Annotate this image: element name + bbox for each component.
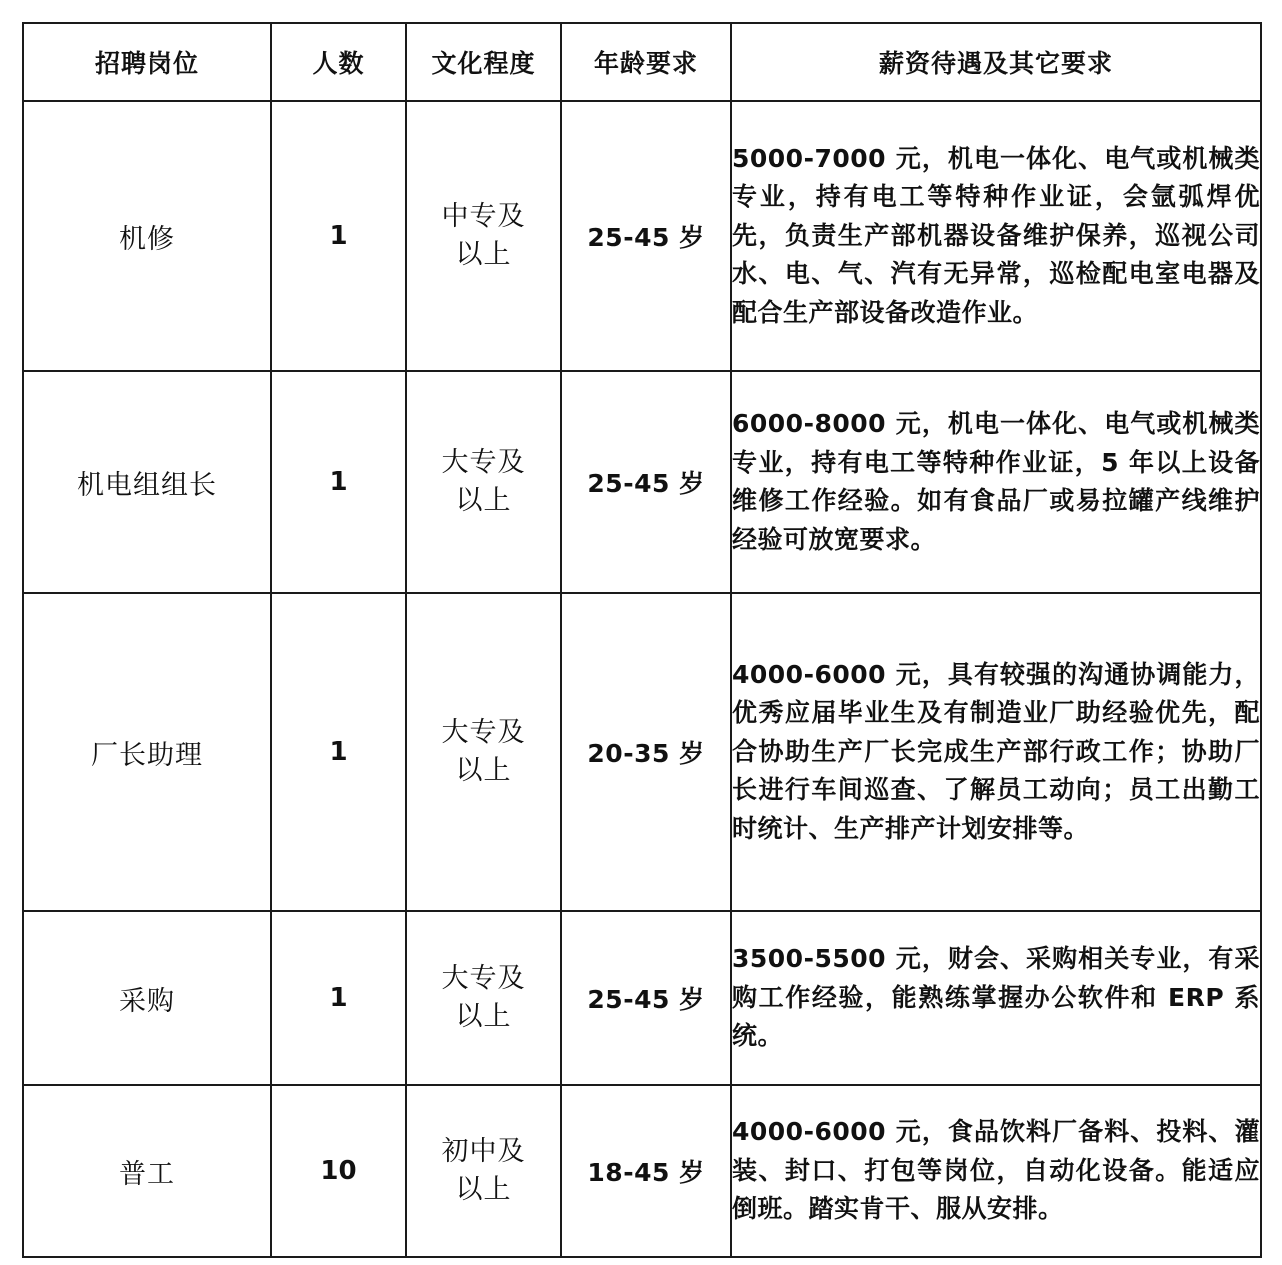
column-header-position: 招聘岗位 bbox=[23, 23, 271, 101]
education-line-2: 以上 bbox=[455, 1174, 512, 1205]
table-row bbox=[23, 1085, 1261, 1257]
education-line-2: 以上 bbox=[455, 1001, 512, 1032]
cell-age: 18-45 岁 bbox=[561, 1085, 731, 1257]
cell-position: 机修 bbox=[23, 101, 271, 371]
cell-position: 厂长助理 bbox=[23, 593, 271, 911]
education-line-1: 大专及 bbox=[441, 446, 526, 478]
table-row bbox=[23, 371, 1261, 593]
column-header-age: 年龄要求 bbox=[561, 23, 731, 101]
column-header-count: 人数 bbox=[271, 23, 406, 101]
cell-education bbox=[406, 101, 561, 371]
cell-salary-requirements: 6000-8000 元，机电一体化、电气或机械类专业，持有电工等特种作业证，5 年以上设备维修工作经验。如有食品厂或易拉罐产线维护经验可放宽要求。 bbox=[731, 371, 1261, 593]
table-row bbox=[23, 593, 1261, 911]
cell-position: 普工 bbox=[23, 1085, 271, 1257]
education-line-2: 以上 bbox=[455, 755, 512, 786]
cell-education bbox=[406, 911, 561, 1085]
cell-age: 25-45 岁 bbox=[561, 371, 731, 593]
cell-salary-requirements: 4000-6000 元，食品饮料厂备料、投料、灌装、封口、打包等岗位，自动化设备。能适应倒班。踏实肯干、服从安排。 bbox=[731, 1085, 1261, 1257]
cell-age: 20-35 岁 bbox=[561, 593, 731, 911]
cell-salary-requirements: 4000-6000 元，具有较强的沟通协调能力，优秀应届毕业生及有制造业厂助经验优先，配合协助生产厂长完成生产部行政工作；协助厂长进行车间巡查、了解员工动向；员工出勤工时统计、生产排产计划安排等。 bbox=[731, 593, 1261, 911]
cell-education bbox=[406, 1085, 561, 1257]
cell-count: 1 bbox=[271, 101, 406, 371]
cell-education bbox=[406, 371, 561, 593]
education-line-2: 以上 bbox=[455, 239, 512, 270]
cell-position: 采购 bbox=[23, 911, 271, 1085]
education-line-1: 中专及 bbox=[441, 200, 526, 232]
table-header-row bbox=[23, 23, 1261, 101]
cell-age: 25-45 岁 bbox=[561, 101, 731, 371]
cell-education bbox=[406, 593, 561, 911]
education-line-2: 以上 bbox=[455, 485, 512, 516]
cell-salary-requirements: 5000-7000 元，机电一体化、电气或机械类专业，持有电工等特种作业证，会氩弧焊优先，负责生产部机器设备维护保养，巡视公司水、电、气、汽有无异常，巡检配电室电器及配合生产部设备改造作业。 bbox=[731, 101, 1261, 371]
cell-salary-requirements: 3500-5500 元，财会、采购相关专业，有采购工作经验，能熟练掌握办公软件和 ERP 系统。 bbox=[731, 911, 1261, 1085]
table-row bbox=[23, 911, 1261, 1085]
education-line-1: 大专及 bbox=[441, 962, 526, 994]
education-line-1: 初中及 bbox=[441, 1135, 526, 1167]
recruitment-table bbox=[22, 22, 1262, 1258]
cell-count: 1 bbox=[271, 371, 406, 593]
cell-position: 机电组组长 bbox=[23, 371, 271, 593]
cell-count: 1 bbox=[271, 593, 406, 911]
column-header-education: 文化程度 bbox=[406, 23, 561, 101]
table-row bbox=[23, 101, 1261, 371]
cell-age: 25-45 岁 bbox=[561, 911, 731, 1085]
cell-count: 1 bbox=[271, 911, 406, 1085]
education-line-1: 大专及 bbox=[441, 716, 526, 748]
cell-count: 10 bbox=[271, 1085, 406, 1257]
column-header-salary: 薪资待遇及其它要求 bbox=[731, 23, 1261, 101]
